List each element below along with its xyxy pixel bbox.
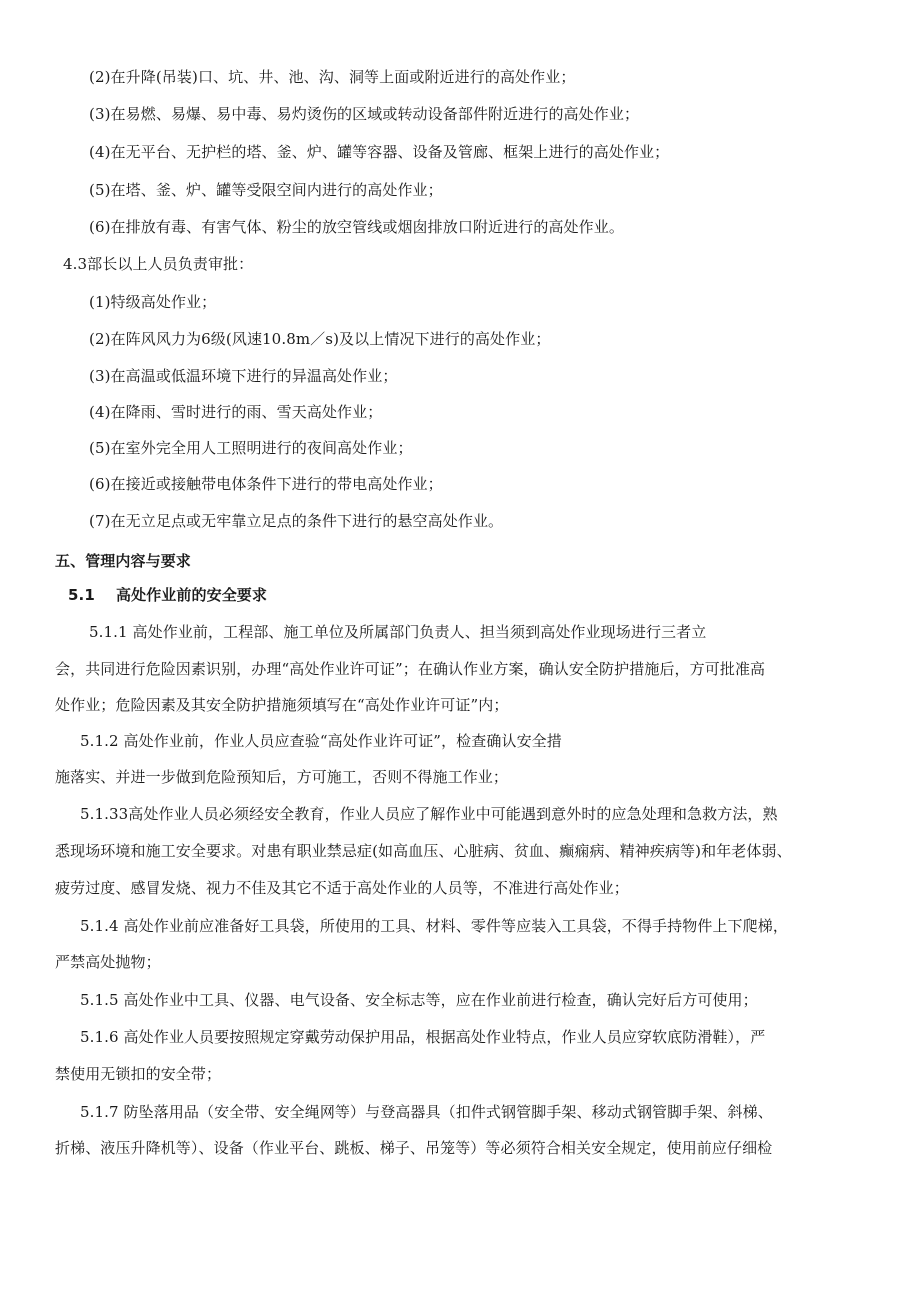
clause-4-3: 4.3部长以上人员负责审批： [63, 255, 254, 273]
paragraph-5-1-4-line: 严禁高处抛物； [55, 953, 161, 971]
section-5-1-number: 5.1 [68, 586, 95, 604]
list-item: (5)在室外完全用人工照明进行的夜间高处作业； [89, 439, 413, 457]
list-item: (6)在排放有毒、有害气体、粉尘的放空管线或烟囱排放口附近进行的高处作业。 [89, 218, 624, 236]
paragraph-5-1-1-line: 处作业；危险因素及其安全防护措施须填写在“高处作业许可证”内； [55, 696, 509, 714]
paragraph-5-1-3-line: 疲劳过度、感冒发烧、视力不佳及其它不适于高处作业的人员等，不准进行高处作业； [55, 879, 629, 897]
list-item: (2)在阵风风力为6级(风速10.8m／s)及以上情况下进行的高处作业； [89, 330, 551, 348]
section-5-1-heading [68, 585, 267, 605]
paragraph-5-1-2-line: 5.1.2 高处作业前，作业人员应查验“高处作业许可证”，检查确认安全措 [80, 732, 562, 750]
section-5-1-title: 高处作业前的安全要求 [116, 586, 268, 604]
list-item: (4)在降雨、雪时进行的雨、雪天高处作业； [89, 403, 383, 421]
paragraph-5-1-2-line: 施落实、并进一步做到危险预知后，方可施工，否则不得施工作业； [55, 768, 509, 786]
list-item: (3)在高温或低温环境下进行的异温高处作业； [89, 367, 398, 385]
paragraph-5-1-3-line: 5.1.33高处作业人员必须经安全教育，作业人员应了解作业中可能遇到意外时的应急处理和急救方法，熟 [80, 805, 778, 823]
list-item: (4)在无平台、无护栏的塔、釜、炉、罐等容器、设备及管廊、框架上进行的高处作业； [89, 143, 670, 161]
list-item: (1)特级高处作业； [89, 293, 217, 311]
list-item: (5)在塔、釜、炉、罐等受限空间内进行的高处作业； [89, 181, 443, 199]
paragraph-5-1-6-line: 5.1.6 高处作业人员要按照规定穿戴劳动保护用品，根据高处作业特点，作业人员应穿软底防滑鞋），严 [80, 1028, 766, 1046]
paragraph-5-1-7-line: 折梯、液压升降机等）、设备（作业平台、跳板、梯子、吊笼等）等必须符合相关安全规定，使用前应仔细检 [55, 1139, 773, 1157]
paragraph-5-1-6-line: 禁使用无锁扣的安全带； [55, 1065, 222, 1083]
paragraph-5-1-4-line: 5.1.4 高处作业前应准备好工具袋，所使用的工具、材料、零件等应装入工具袋，不得手持物件上下爬梯， [80, 917, 788, 935]
list-item: (6)在接近或接触带电体条件下进行的带电高处作业； [89, 475, 443, 493]
list-item: (2)在升降(吊装)口、坑、井、池、沟、洞等上面或附近进行的高处作业； [89, 68, 576, 86]
paragraph-5-1-3-line: 悉现场环境和施工安全要求。对患有职业禁忌症(如高血压、心脏病、贫血、癫痫病、精神疾病等)和年老体弱、 [55, 842, 792, 860]
list-item: (7)在无立足点或无牢靠立足点的条件下进行的悬空高处作业。 [89, 512, 504, 530]
paragraph-5-1-5-line: 5.1.5 高处作业中工具、仪器、电气设备、安全标志等，应在作业前进行检查，确认完好后方可使用； [80, 991, 758, 1009]
paragraph-5-1-7-line: 5.1.7 防坠落用品（安全带、安全绳网等）与登高器具（扣件式钢管脚手架、移动式钢管脚手架、斜梯、 [80, 1103, 773, 1121]
paragraph-5-1-1-line: 5.1.1 高处作业前，工程部、施工单位及所属部门负责人、担当须到高处作业现场进行三者立 [89, 623, 707, 641]
list-item: (3)在易燃、易爆、易中毒、易灼烫伤的区域或转动设备部件附近进行的高处作业； [89, 105, 640, 123]
section-5-heading: 五、管理内容与要求 [55, 552, 191, 570]
paragraph-5-1-1-line: 会，共同进行危险因素识别，办理“高处作业许可证”；在确认作业方案，确认安全防护措施后，方可批准高 [55, 660, 766, 678]
